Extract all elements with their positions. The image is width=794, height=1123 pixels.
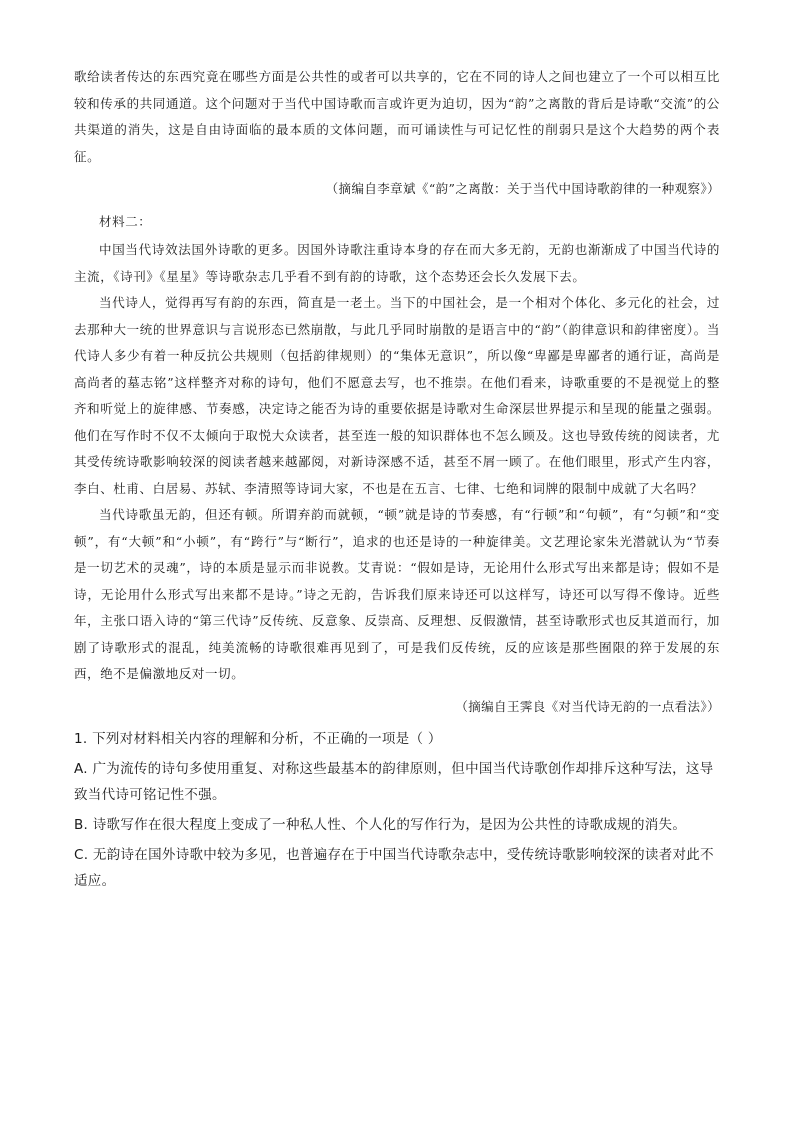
material2-source: （摘编自王霁良《对当代诗无韵的一点看法》） [455, 698, 720, 714]
question-option-a: A. 广为流传的诗句多使用重复、对称这些最基本的韵律原则，但中国当代诗歌创作却排斥这种写法，这导致当代诗可铭记性不强。 [74, 761, 714, 803]
material2-paragraph: 中国当代诗效法国外诗歌的更多。因国外诗歌注重诗本身的存在而大多无韵，无韵也渐渐成了中国当代诗的主流，《诗刊》《星星》等诗歌杂志几乎看不到有韵的诗歌，这个态势还会长久发展下去。 [74, 242, 720, 284]
document-page [74, 64, 720, 894]
question-option-b: B. 诗歌写作在很大程度上变成了一种私人性、个人化的写作行为，是因为公共性的诗歌成规的消失。 [74, 817, 687, 833]
material2-heading: 材料二： [99, 213, 152, 229]
question-option-c: C. 无韵诗在国外诗歌中较为多见，也普遍存在于中国当代诗歌杂志中，受传统诗歌影响较深的读者对此不适应。 [74, 847, 714, 889]
material2-paragraph: 当代诗歌虽无韵，但还有顿。所谓弃韵而就顿，“顿”就是诗的节奏感，有“行顿”和“句顿”，有“匀顿”和“变顿”，有“大顿”和“小顿”，有“跨行”与“断行”，追求的也还是诗的一种旋律美。文艺理论家朱光潜就认为“节奏是一切艺术的灵魂”，诗的本质是显示而非说教。艾青说：“假如是诗，无论用什么形式写出来都是诗；假如不是诗，无论用什么形式写出来都不是诗。”诗之无韵，告诉我们原来诗还可以这样写，诗还可以写得不像诗。近些年，主张口语入诗的“第三代诗”反传统、反意象、反崇高、反理想、反假激情，甚至诗歌形式也反其道而行，加剧了诗歌形式的混乱，纯美流畅的诗歌很难再见到了，可是我们反传统，反的应该是那些囿限的猝于发展的东西，绝不是偏激地反对一切。 [74, 507, 720, 681]
question-stem: 1. 下列对材料相关内容的理解和分析，不正确的一项是（ ） [74, 731, 442, 747]
material1-source: （摘编自李章斌《“韵”之离散：关于当代中国诗歌韵律的一种观察》） [325, 181, 720, 196]
material2-paragraph: 当代诗人，觉得再写有韵的东西，简直是一老土。当下的中国社会，是一个相对个体化、多元化的社会，过去那种大一统的世界意识与言说形态已然崩散，与此几乎同时崩散的是语言中的“韵”（韵律意识和韵律密度）。当代诗人多少有着一种反抗公共规则（包括韵律规则）的“集体无意识”，所以像“卑鄙是卑鄙者的通行证，高尚是高尚者的墓志铭”这样整齐对称的诗句，他们不愿意去写，也不推崇。在他们看来，诗歌重要的不是视觉上的整齐和听觉上的旋律感、节奏感，决定诗之能否为诗的重要依据是诗歌对生命深层世界提示和呈现的能量之强弱。他们在写作时不仅不太倾向于取悦大众读者，甚至连一般的知识群体也不怎么顾及。这也导致传统的阅读者，尤其受传统诗歌影响较深的阅读者越来越鄙阅，对新诗深感不适，甚至不屑一顾了。在他们眼里，形式产生内容，李白、杜甫、白居易、苏轼、李清照等诗词大家，不也是在五言、七律、七绝和词牌的限制中成就了大名吗？ [74, 295, 720, 496]
material1-paragraph-tail: 歌给读者传达的东西究竟在哪些方面是公共性的或者可以共享的，它在不同的诗人之间也建立了一个可以相互比较和传承的共同通道。这个问题对于当代中国诗歌而言或许更为迫切，因为“韵”之离散的背后是诗歌“交流”的公共渠道的消失，这是自由诗面临的最本质的文体问题，而可诵读性与可记忆性的削弱只是这个大趋势的两个表征。 [74, 69, 720, 164]
